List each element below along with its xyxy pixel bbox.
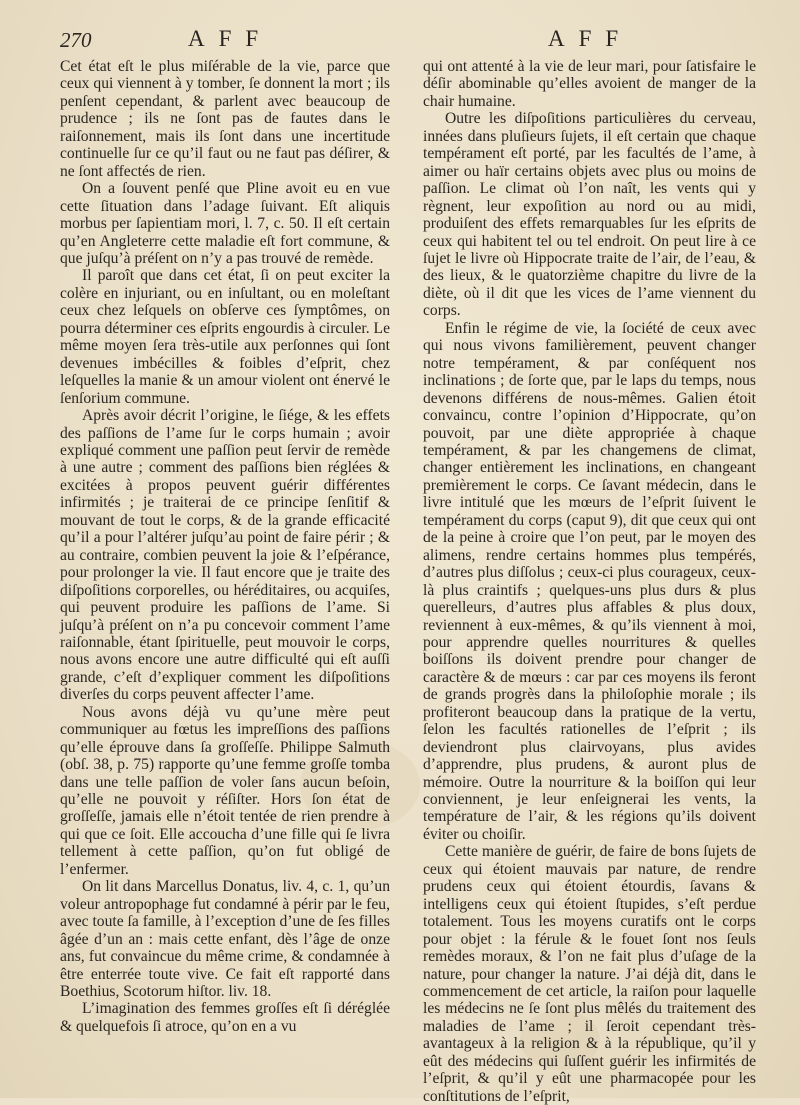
paragraph: Après avoir décrit l’origine, le ſiége, & les effets des paſſions de l’ame ſur le corps humain ; avoir expliqué comment une paſſion peut ſervir de remède à une autre ; comment des paſſions bien réglées & excitées à propos peuvent guérir différentes infirmités ; je traiterai de ce principe ſenſitif & mouvant de tout le corps, & de la grande efficacité qu’il a pour l’altérer juſqu’au point de faire périr ; & au contraire, combien peuvent la joie & l’eſpérance, pour prolonger la vie. Il faut encore que je traite des diſpoſitions corporelles, ou héréditaires, ou acquiſes, qui peuvent produire les paſſions de l’ame. Si juſqu’à préſent on n’a pu concevoir comment l’ame raiſonnable, étant ſpirituelle, peut mouvoir le corps, nous avons encore une autre difficulté qui eſt auſſi grande, c’eſt d’expliquer comment les diſpoſitions diverſes du corps peuvent affecter l’ame. <box>60 407 390 704</box>
left-column <box>60 58 390 1035</box>
paragraph: On a ſouvent penſé que Pline avoit eu en vue cette ſituation dans l’adage ſuivant. Eſt aliquis morbus per ſapientiam mori, l. 7, c. 50. Il eſt certain qu’en Angleterre cette maladie eſt fort commune, & que juſqu’à préſent on n’y a pas trouvé de remède. <box>60 180 390 267</box>
paragraph: Enfin le régime de vie, la ſociété de ceux avec qui nous vivons familièrement, peuvent changer notre tempérament, & par conſéquent nos inclinations ; de ſorte que, par le laps du temps, nous devenons différens de nous-mêmes. Galien étoit convaincu, contre l’opinion d’Hippocrate, qu’on pouvoit, par une diète appropriée à chaque tempérament, & par les changemens de climat, changer entièrement les inclinations, en changeant premièrement le corps. Ce ſavant médecin, dans le livre intitulé que les mœurs de l’eſprit ſuivent le tempérament du corps (caput 9), dit que ceux qui ont de la peine à croire que l’on peut, par le moyen des alimens, rendre certains hommes plus tempérés, d’autres plus diſſolus ; ceux-ci plus courageux, ceux-là plus craintifs ; quelques-uns plus durs & plus querelleurs, d’autres plus affables & plus doux, reviennent à eux-mêmes, & qu’ils viennent à moi, pour apprendre quelles nourritures & quelles boiſſons ils doivent prendre pour changer de caractère & de mœurs : car par ces moyens ils feront de grands progrès dans la philoſophie morale ; ils profiteront beaucoup dans la pratique de la vertu, ſelon les facultés rationelles de l’eſprit ; ils deviendront plus clairvoyans, plus avides d’apprendre, plus prudens, & auront plus de mémoire. Outre la nourriture & la boiſſon qui leur conviennent, je leur enſeignerai les vents, la température de l’air, & les régions qu’ils doivent éviter ou choiſir. <box>423 319 756 843</box>
paragraph: Cet état eſt le plus miſérable de la vie, parce que ceux qui viennent à y tomber, ſe donnent la mort ; ils penſent cependant, & parlent avec beaucoup de prudence ; ils ne ſont pas de fautes dans le raiſonnement, mais ils ſont dans une incertitude continuelle ſur ce qu’il faut ou ne faut pas déſirer, & ne ſont affectés de rien. <box>60 58 390 180</box>
paragraph: qui ont attenté à la vie de leur mari, pour ſatisfaire le déſir abominable qu’elles avoient de manger de la chair humaine. <box>423 58 756 110</box>
running-head-right: AFF <box>548 26 633 51</box>
paragraph: Cette manière de guérir, de faire de bons ſujets de ceux qui étoient mauvais par nature, de rendre prudens ceux qui étoient étourdis, ſavans & intelligens ceux qui étoient ſtupides, s’eſt perdue totalement. Tous les moyens curatifs ont le corps pour objet : la férule & le fouet ſont nos ſeuls remèdes moraux, & l’on ne fait plus d’uſage de la nature, pour changer la nature. J’ai déjà dit, dans le commencement de cet article, la raiſon pour laquelle les médecins ne ſe ſont plus mêlés du traitement des maladies de l’ame ; il ſeroit cependant très-avantageux à la religion & à la république, qu’il y eût des médecins qui ſuſſent guérir les infirmités de l’eſprit, & qu’il y eût une pharmacopée pour les conſtitutions de l’eſprit, <box>423 843 756 1105</box>
paragraph: Il paroît que dans cet état, ſi on peut exciter la colère en injuriant, ou en inſultant, ou en moleſtant ceux chez leſquels on obſerve ces ſymptômes, on pourra déterminer ces eſprits engourdis à circuler. Le même moyen ſera très-utile aux perſonnes qui ſont devenues imbécilles & foibles d’eſprit, chez leſquelles la manie & un amour violent ont énervé le ſenſorium commune. <box>60 267 390 407</box>
right-column <box>423 58 756 1105</box>
paragraph: Nous avons déjà vu qu’une mère peut communiquer au fœtus les impreſſions des paſſions qu’elle éprouve dans ſa groſſeſſe. Philippe Salmuth (obſ. 38, p. 75) rapporte qu’une femme groſſe tomba dans une telle paſſion de voler ſans aucun beſoin, qu’elle ne pouvoit y réſiſter. Hors ſon état de groſſeſſe, jamais elle n’étoit tentée de rien prendre à qui que ce ſoit. Elle accoucha d’une fille qui ſe livra tellement à cette paſſion, qu’on fut obligé de l’enfermer. <box>60 703 390 878</box>
page-number: 270 <box>60 28 92 52</box>
page-header <box>60 26 740 56</box>
paragraph: L’imagination des femmes groſſes eſt ſi déréglée & quelquefois ſi atroce, qu’on en a vu <box>60 1000 390 1035</box>
paragraph: On lit dans Marcellus Donatus, liv. 4, c. 1, qu’un voleur antropophage fut condamné à périr par le feu, avec toute ſa famille, à l’exception d’une de ſes filles âgée d’un an : mais cette enfant, dès l’âge de onze ans, fut convaincue du même crime, & condamnée à être enterrée toute vive. Ce fait eſt rapporté dans Boethius, Scotorum hiſtor. liv. 18. <box>60 878 390 1001</box>
paragraph: Outre les diſpoſitions particulières du cerveau, innées dans pluſieurs ſujets, il eſt certain que chaque tempérament eſt porté, par les facultés de l’ame, à aimer ou haïr certains objets avec plus ou moins de paſſion. Le climat où l’on naît, les vents qui y règnent, leur expoſition au nord ou au midi, produiſent des effets remarquables ſur les eſprits de ceux qui habitent tel ou tel endroit. On peut lire à ce ſujet le livre où Hippocrate traite de l’air, de l’eau, & des lieux, & le quatorzième chapitre du livre de la diète, où il dit que les vices de l’ame viennent du corps. <box>423 110 756 320</box>
running-head-left: AFF <box>188 26 273 51</box>
